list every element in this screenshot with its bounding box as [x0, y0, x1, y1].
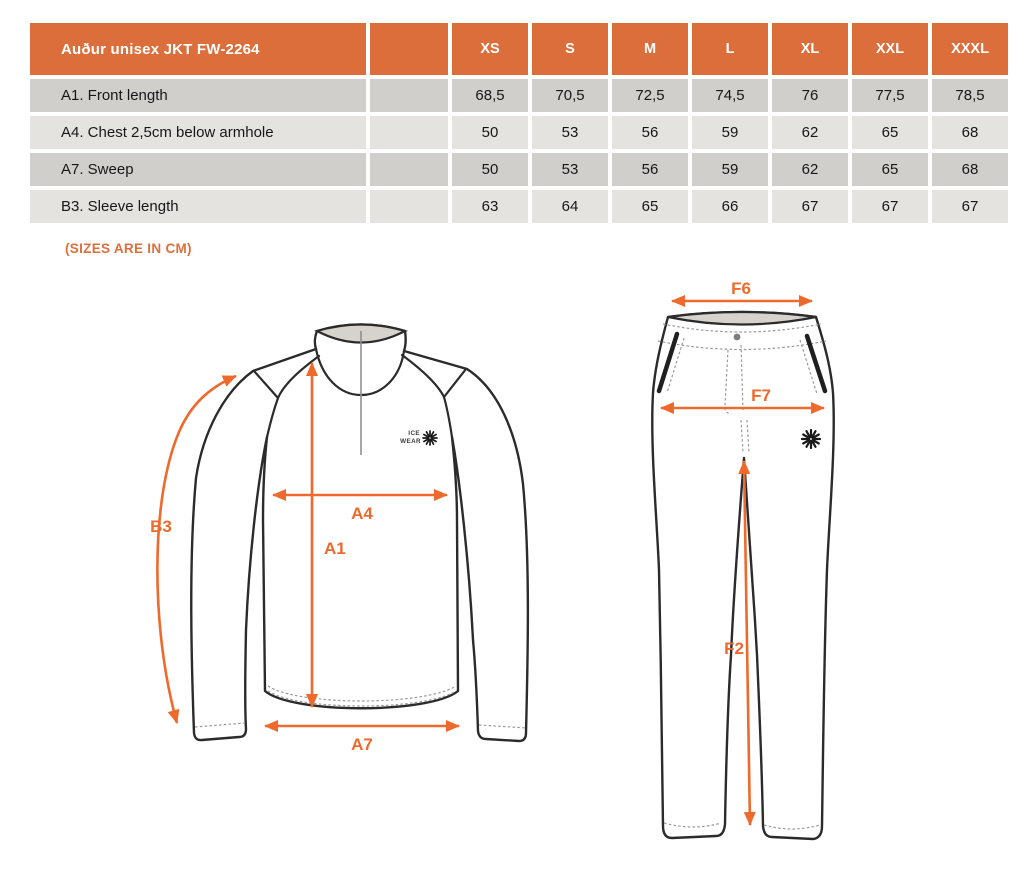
value-cell: 56	[612, 116, 688, 149]
icewear-logo-line2: WEAR	[400, 438, 421, 445]
size-chart-table	[26, 19, 1012, 227]
measurement-diagrams	[0, 268, 1033, 889]
row-label: A1. Front length	[30, 79, 366, 112]
table-header-row	[30, 23, 1008, 75]
value-cell: 66	[692, 190, 768, 223]
table-title: Auður unisex JKT FW-2264	[30, 23, 366, 75]
row-label: A7. Sweep	[30, 153, 366, 186]
jacket-diagram	[150, 325, 528, 755]
value-cell: 59	[692, 153, 768, 186]
value-cell: 62	[772, 116, 848, 149]
a7-label: A7	[351, 735, 373, 754]
row-spacer-cell	[370, 190, 448, 223]
header-spacer-cell	[370, 23, 448, 75]
value-cell: 56	[612, 153, 688, 186]
value-cell: 67	[852, 190, 928, 223]
f6-label: F6	[731, 279, 751, 298]
value-cell: 50	[452, 153, 528, 186]
row-label: A4. Chest 2,5cm below armhole	[30, 116, 366, 149]
value-cell: 74,5	[692, 79, 768, 112]
value-cell: 53	[532, 153, 608, 186]
table-row-chest	[30, 116, 1008, 149]
size-header-xxl: XXL	[852, 23, 928, 75]
b3-label: B3	[150, 517, 172, 536]
size-header-s: S	[532, 23, 608, 75]
value-cell: 77,5	[852, 79, 928, 112]
sizes-unit-note: (SIZES ARE IN CM)	[65, 241, 192, 256]
size-header-xs: XS	[452, 23, 528, 75]
f2-label: F2	[724, 639, 744, 658]
row-spacer-cell	[370, 153, 448, 186]
value-cell: 68	[932, 153, 1008, 186]
jacket-outline	[191, 325, 528, 742]
value-cell: 62	[772, 153, 848, 186]
table-row-sleeve-length	[30, 190, 1008, 223]
row-spacer-cell	[370, 116, 448, 149]
size-header-xl: XL	[772, 23, 848, 75]
value-cell: 53	[532, 116, 608, 149]
table-row-sweep	[30, 153, 1008, 186]
size-header-m: M	[612, 23, 688, 75]
value-cell: 64	[532, 190, 608, 223]
a1-label: A1	[324, 539, 346, 558]
value-cell: 65	[852, 153, 928, 186]
a4-label: A4	[351, 504, 373, 523]
f7-label: F7	[751, 386, 771, 405]
row-spacer-cell	[370, 79, 448, 112]
value-cell: 78,5	[932, 79, 1008, 112]
value-cell: 67	[932, 190, 1008, 223]
waist-button	[734, 334, 741, 341]
row-label: B3. Sleeve length	[30, 190, 366, 223]
pants-diagram	[652, 279, 833, 839]
value-cell: 70,5	[532, 79, 608, 112]
value-cell: 72,5	[612, 79, 688, 112]
size-header-xxxl: XXXL	[932, 23, 1008, 75]
value-cell: 63	[452, 190, 528, 223]
icewear-logo-line1: ICE	[408, 430, 420, 437]
value-cell: 59	[692, 116, 768, 149]
value-cell: 76	[772, 79, 848, 112]
value-cell: 68,5	[452, 79, 528, 112]
value-cell: 65	[612, 190, 688, 223]
pants-outline	[652, 312, 833, 839]
table-row-front-length	[30, 79, 1008, 112]
value-cell: 65	[852, 116, 928, 149]
value-cell: 67	[772, 190, 848, 223]
value-cell: 68	[932, 116, 1008, 149]
size-header-l: L	[692, 23, 768, 75]
value-cell: 50	[452, 116, 528, 149]
